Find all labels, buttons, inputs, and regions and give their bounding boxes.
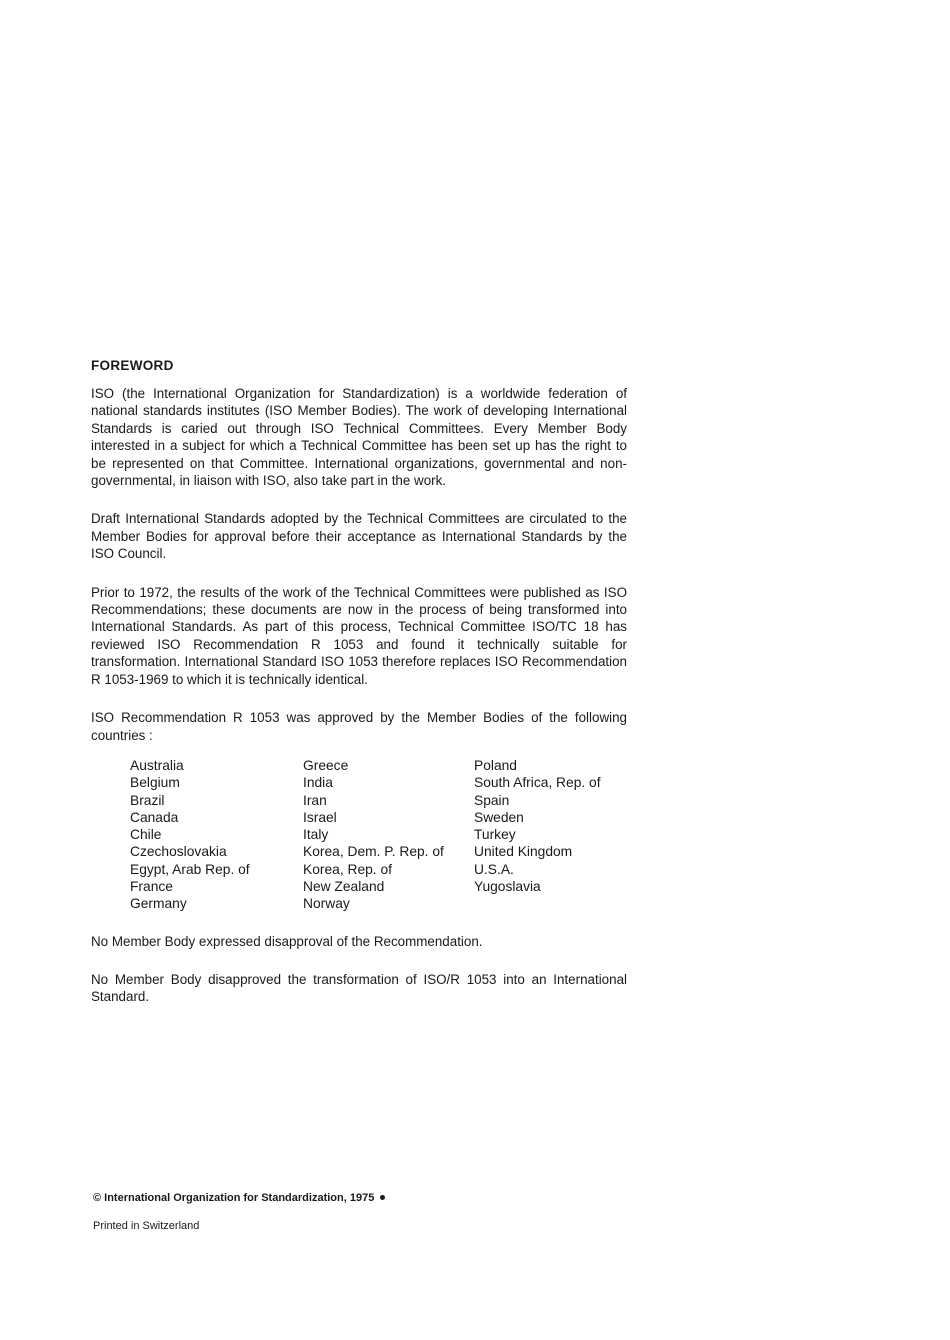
countries-column-2: [303, 757, 474, 913]
paragraph-prior-1972: Prior to 1972, the results of the work of the Technical Committees were published as ISO Recommendations; these documents are now in the process of being transformed into International Standards. As part of this process, Technical Committee ISO/TC 18 has reviewed ISO Recommendation R 1053 and found it technically suitable for transformation. International Standard ISO 1053 therefore replaces ISO Recommendation R 1053-1969 to which it is technically identical.: [91, 584, 627, 687]
paragraph-transformation: No Member Body disapproved the transformation of ISO/R 1053 into an International Standard.: [91, 971, 627, 1005]
country-item: Turkey: [474, 827, 516, 843]
paragraph-draft-standards: Draft International Standards adopted by the Technical Committees are circulated to the Member Bodies for approval before their acceptance as International Standards by the ISO Council.: [91, 511, 627, 562]
country-item: Sweden: [474, 809, 524, 825]
country-item: India: [303, 775, 333, 791]
country-item: Greece: [303, 757, 349, 773]
country-item: France: [130, 878, 173, 894]
paragraph-no-disapproval: No Member Body expressed disapproval of the Recommendation.: [91, 933, 483, 949]
country-item: Israel: [303, 809, 337, 825]
country-item: Australia: [130, 757, 184, 773]
country-item: Czechoslovakia: [130, 844, 227, 860]
bullet-dot-icon: [380, 1195, 385, 1200]
country-item: Yugoslavia: [474, 878, 541, 894]
country-item: Norway: [303, 896, 350, 912]
country-item: Italy: [303, 827, 329, 843]
country-item: Poland: [474, 757, 517, 773]
country-item: Chile: [130, 827, 162, 843]
countries-column-3: [474, 757, 634, 913]
country-item: United Kingdom: [474, 844, 573, 860]
countries-list: [130, 757, 627, 913]
country-item: South Africa, Rep. of: [474, 775, 601, 791]
country-item: Iran: [303, 792, 327, 808]
country-item: Korea, Dem. P. Rep. of: [303, 844, 444, 860]
country-item: U.S.A.: [474, 861, 514, 877]
copyright-notice: [93, 1192, 693, 1204]
country-item: Egypt, Arab Rep. of: [130, 861, 250, 877]
foreword-section: [91, 358, 627, 1027]
copyright-text: © International Organization for Standardization, 1975: [93, 1192, 375, 1204]
country-item: New Zealand: [303, 878, 385, 894]
country-item: Canada: [130, 809, 179, 825]
country-item: Germany: [130, 896, 187, 912]
paragraph-approval: ISO Recommendation R 1053 was approved by the Member Bodies of the following countries :: [91, 710, 627, 743]
country-item: Belgium: [130, 775, 180, 791]
foreword-heading: FOREWORD: [91, 358, 174, 373]
country-item: Spain: [474, 792, 510, 808]
paragraph-iso-intro: ISO (the International Organization for Standardization) is a worldwide federation of national standards institutes (ISO Member Bodies). The work of developing International Standards is caried out through ISO Technical Committees. Every Member Body interested in a subject for which a Technical Committee has been set up has the right to be represented on that Committee. International organizations, governmental and non-governmental, in liaison with ISO, also take part in the work.: [91, 386, 627, 489]
countries-column-1: [130, 757, 303, 913]
country-item: Brazil: [130, 792, 165, 808]
country-item: Korea, Rep. of: [303, 861, 392, 877]
printed-in: Printed in Switzerland: [93, 1220, 200, 1232]
